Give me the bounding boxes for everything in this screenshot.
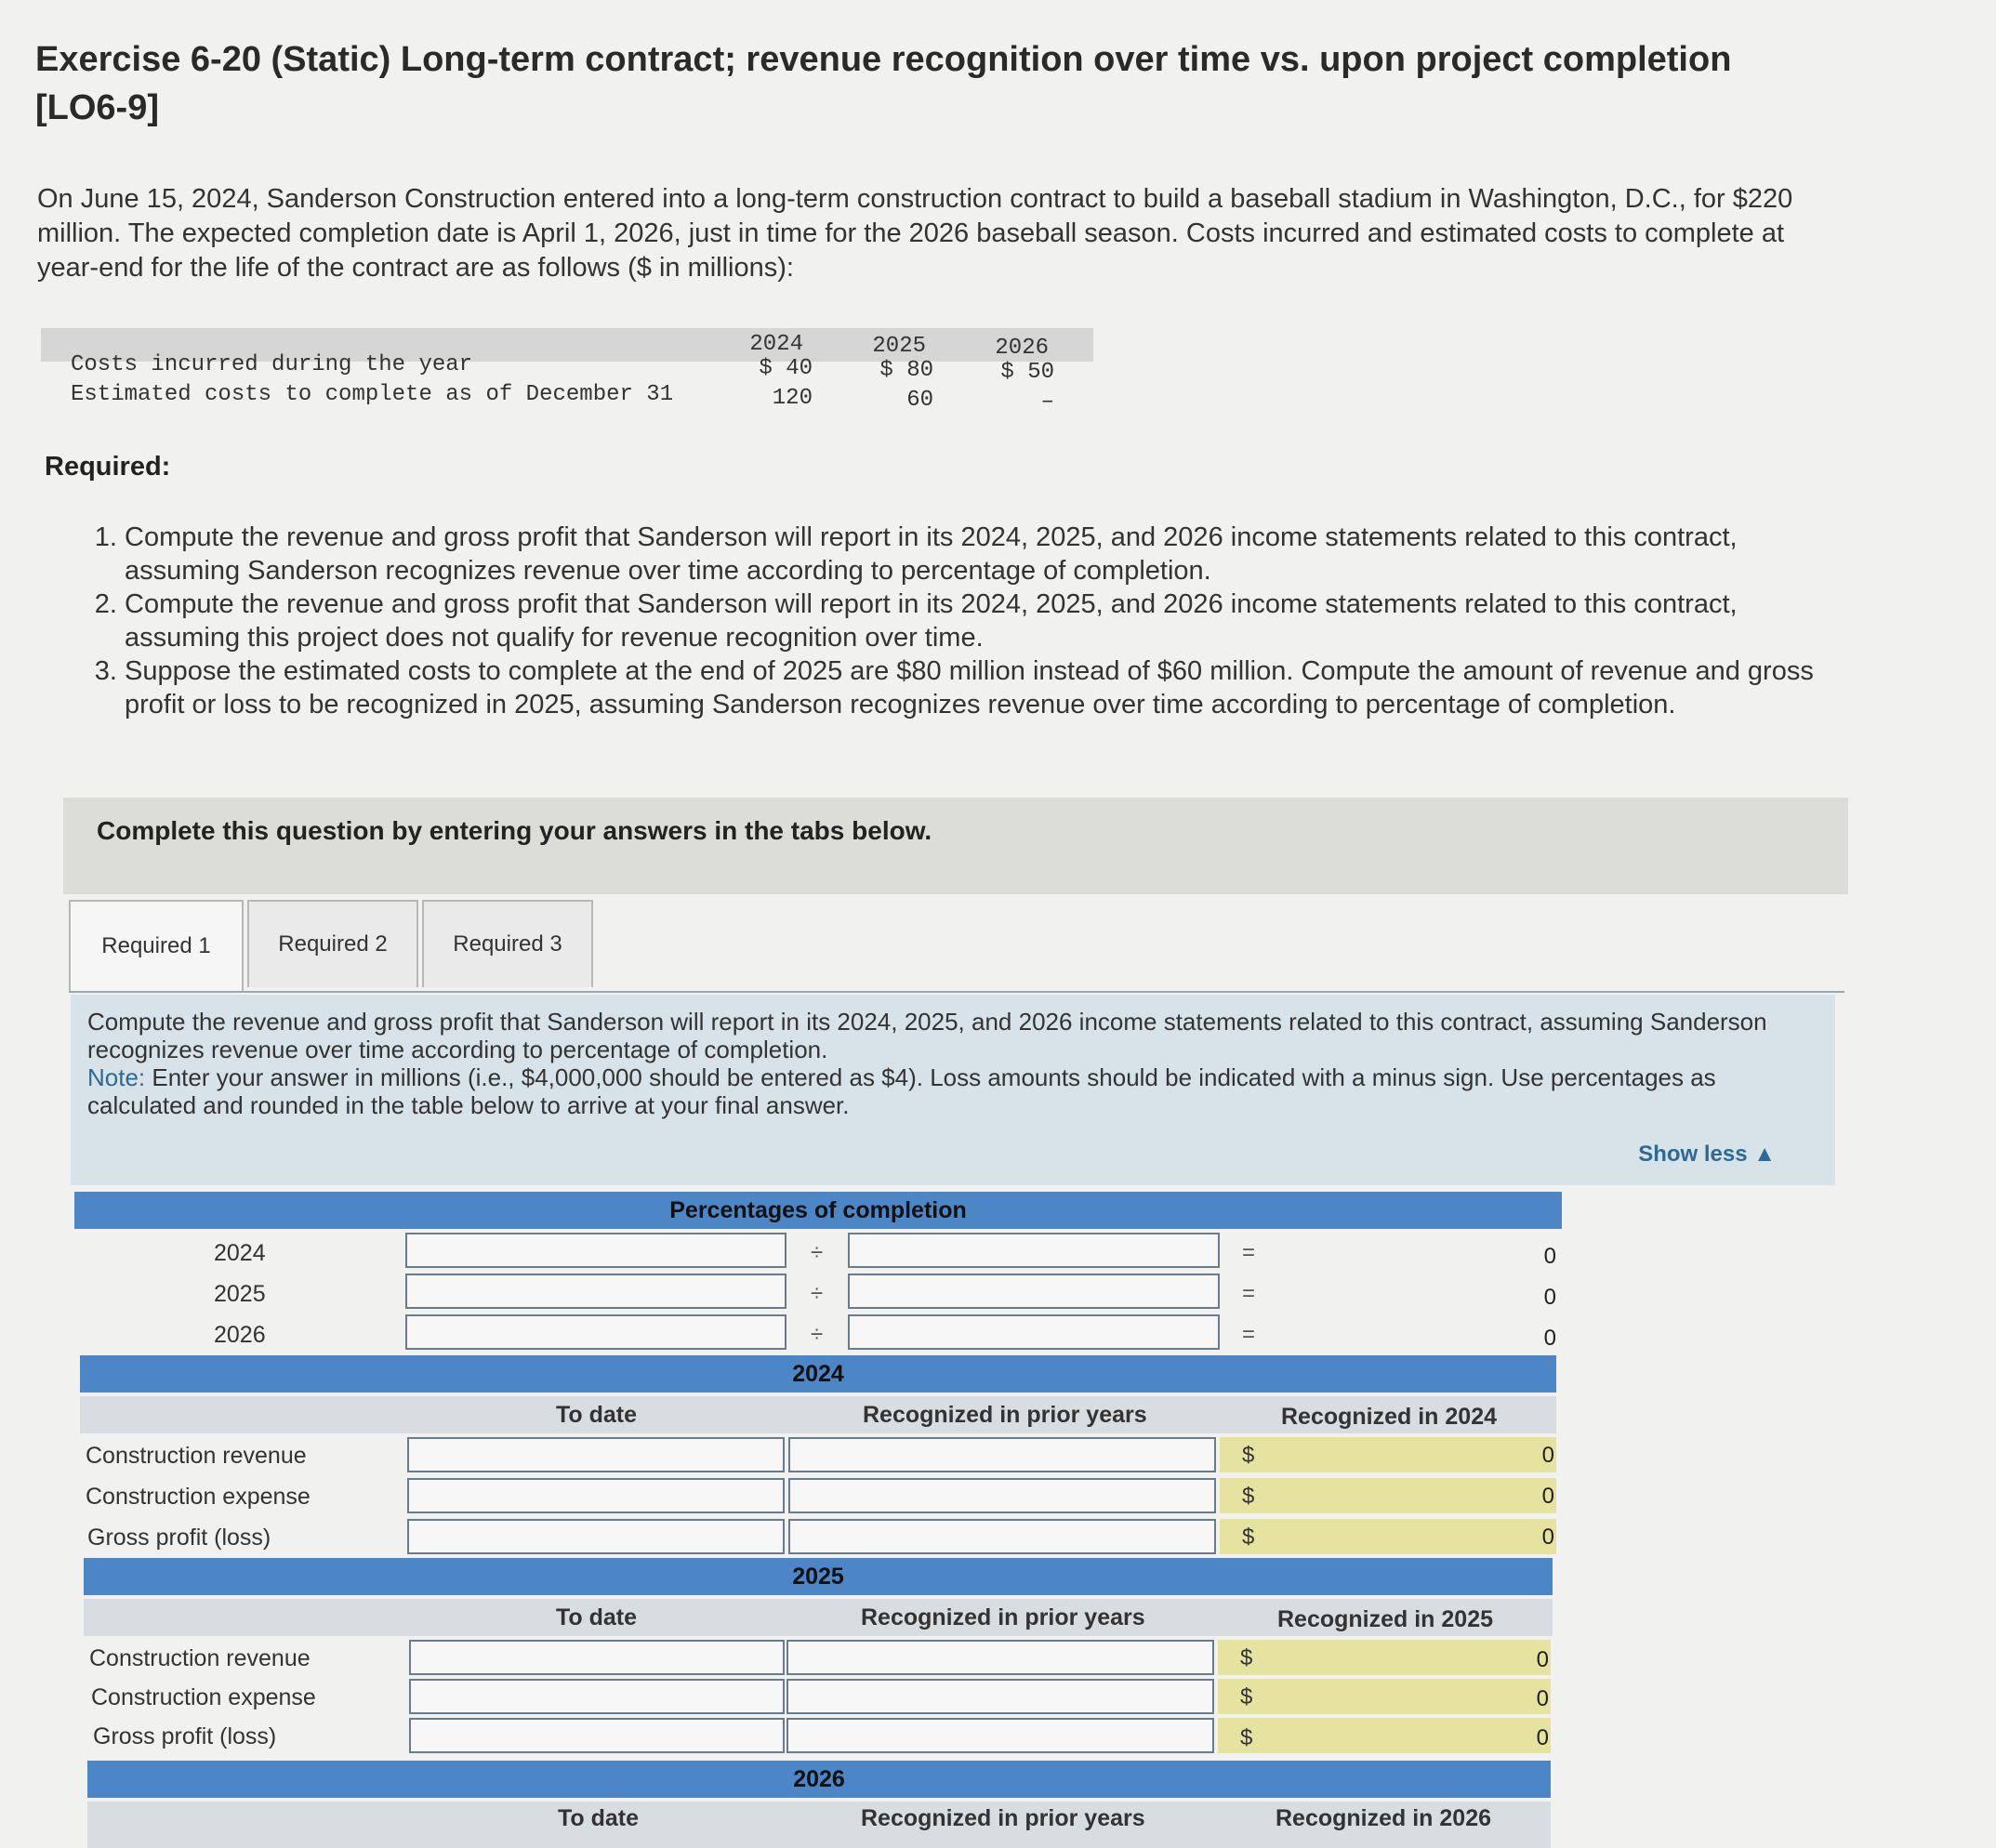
complete-question-text: Complete this question by entering your answers in the tabs below. — [97, 816, 932, 845]
recognized-cell — [1218, 1718, 1551, 1753]
recognized-value: 0 — [1541, 1443, 1554, 1468]
given-data-table — [41, 328, 1093, 421]
percent-numerator-input[interactable] — [405, 1233, 787, 1268]
recognized-cell — [1218, 1679, 1551, 1714]
row-label: Construction expense — [86, 1484, 311, 1510]
col-to-date: To date — [556, 1604, 638, 1630]
note-text: Enter your answer in millions (i.e., $4,000,000 should be entered as $4). Loss amounts should be indicated with a minus sign. Use percentages as calculated and rounded in the table below to arrive at your final answer. — [87, 1063, 1716, 1119]
percent-row-year: 2024 — [214, 1240, 266, 1266]
to-date-input[interactable] — [409, 1640, 785, 1675]
tab-required-1[interactable]: Required 1 — [69, 900, 244, 991]
show-less-link[interactable]: Show less ▲ — [1638, 1142, 1776, 1167]
to-date-input[interactable] — [407, 1519, 785, 1554]
given-year: 2024 — [749, 332, 803, 357]
recognized-cell — [1220, 1478, 1556, 1513]
percent-numerator-input[interactable] — [405, 1274, 787, 1309]
equals-sign: = — [1242, 1281, 1256, 1306]
percent-result: 0 — [1543, 1285, 1556, 1310]
dollar-sign: $ — [1240, 1684, 1253, 1709]
given-value: 120 — [772, 386, 813, 411]
equals-sign: = — [1242, 1322, 1256, 1347]
given-value: $ 50 — [1000, 360, 1054, 385]
given-row-label: Estimated costs to complete as of December 31 — [71, 382, 674, 407]
divide-sign: ÷ — [811, 1240, 824, 1265]
percent-denominator-input[interactable] — [848, 1233, 1220, 1268]
col-prior-years: Recognized in prior years — [863, 1402, 1147, 1428]
col-to-date: To date — [556, 1402, 638, 1428]
given-value: 60 — [906, 388, 933, 413]
given-row — [41, 382, 1093, 421]
given-year: 2025 — [872, 334, 926, 359]
percent-row-year: 2026 — [214, 1322, 266, 1348]
row-label: Gross profit (loss) — [87, 1525, 271, 1551]
col-prior-years: Recognized in prior years — [861, 1604, 1145, 1630]
to-date-input[interactable] — [407, 1478, 785, 1513]
column-header-row — [80, 1396, 1556, 1433]
prior-years-input[interactable] — [787, 1718, 1214, 1753]
row-label: Construction revenue — [89, 1645, 311, 1671]
prior-years-input[interactable] — [787, 1679, 1214, 1714]
note-label: Note: — [87, 1063, 146, 1091]
given-year: 2026 — [995, 336, 1049, 361]
page-title: Exercise 6-20 (Static) Long-term contract; revenue recognition over time vs. upon project completion [LO6-9] — [35, 40, 1732, 127]
percent-result: 0 — [1543, 1244, 1556, 1269]
given-value: $ 40 — [759, 356, 813, 381]
given-value: – — [1040, 389, 1054, 415]
percent-result: 0 — [1543, 1326, 1556, 1351]
recognized-value: 0 — [1536, 1686, 1549, 1711]
to-date-input[interactable] — [409, 1718, 785, 1753]
recognized-cell — [1218, 1640, 1551, 1675]
dollar-sign: $ — [1240, 1725, 1253, 1750]
recognized-cell — [1220, 1437, 1556, 1472]
prior-years-input[interactable] — [787, 1640, 1214, 1675]
requirement-item: 3. Suppose the estimated costs to complete at the end of 2025 are $80 million instead of $60 million. Compute the amount of revenue and gross profit or loss to be recognized in 2025, assuming Sanderson recognizes revenue over time according to percentage of completion. — [125, 654, 1826, 721]
dollar-sign: $ — [1242, 1484, 1255, 1509]
recognized-value: 0 — [1541, 1525, 1554, 1550]
recognized-value: 0 — [1541, 1484, 1554, 1509]
divide-sign: ÷ — [811, 1281, 824, 1306]
requirement-item: 2. Compute the revenue and gross profit that Sanderson will report in its 2024, 2025, and 2026 income statements related to this contract, assuming this project does not qualify for revenue recognition over time. — [125, 587, 1826, 654]
col-recognized: Recognized in 2026 — [1276, 1805, 1492, 1831]
column-header-row — [84, 1599, 1553, 1636]
year-band-2026: 2026 — [87, 1761, 1551, 1798]
instruction-note — [87, 1063, 1807, 1119]
row-label: Construction expense — [91, 1684, 316, 1710]
problem-intro: On June 15, 2024, Sanderson Construction entered into a long-term construction contract to build a baseball stadium in Washington, D.C., for $220 million. The expected completion date is April 1, 2026, just in time for the 2026 baseball season. Costs incurred and estimated costs to complete at year-end for the life of the contract are as follows ($ in millions): — [37, 184, 1793, 283]
percent-denominator-input[interactable] — [848, 1274, 1220, 1309]
percent-denominator-input[interactable] — [848, 1314, 1220, 1350]
year-band-2024: 2024 — [80, 1355, 1556, 1393]
row-label: Gross profit (loss) — [93, 1723, 277, 1749]
instruction-text: Compute the revenue and gross profit that Sanderson will report in its 2024, 2025, and 2026 income statements related to this contract, assuming Sanderson recognizes revenue over time according to percentage of completion. — [87, 1008, 1767, 1063]
col-prior-years: Recognized in prior years — [861, 1805, 1145, 1831]
dollar-sign: $ — [1240, 1645, 1253, 1670]
requirement-item: 1. Compute the revenue and gross profit that Sanderson will report in its 2024, 2025, and 2026 income statements related to this contract, assuming Sanderson recognizes revenue over time according to percentage of completion. — [125, 521, 1826, 587]
given-row-label: Costs incurred during the year — [71, 352, 473, 377]
row-label: Construction revenue — [86, 1443, 307, 1469]
instruction-panel — [71, 995, 1835, 1185]
complete-question-banner — [63, 798, 1848, 894]
percent-numerator-input[interactable] — [405, 1314, 787, 1350]
col-to-date: To date — [558, 1805, 640, 1831]
prior-years-input[interactable] — [788, 1519, 1216, 1554]
column-header-row — [87, 1802, 1551, 1848]
equals-sign: = — [1242, 1240, 1256, 1265]
recognized-cell — [1220, 1519, 1556, 1554]
percent-row-year: 2025 — [214, 1281, 266, 1307]
col-recognized: Recognized in 2024 — [1281, 1404, 1498, 1430]
to-date-input[interactable] — [407, 1437, 785, 1472]
recognized-value: 0 — [1536, 1647, 1549, 1672]
dollar-sign: $ — [1242, 1525, 1255, 1550]
prior-years-input[interactable] — [788, 1478, 1216, 1513]
requirements-list — [91, 521, 1826, 721]
percent-table-header: Percentages of completion — [74, 1192, 1562, 1229]
to-date-input[interactable] — [409, 1679, 785, 1714]
tab-required-3[interactable]: Required 3 — [422, 900, 593, 987]
required-heading: Required: — [45, 452, 171, 482]
given-value: $ 80 — [879, 358, 933, 383]
divide-sign: ÷ — [811, 1322, 824, 1347]
recognized-value: 0 — [1536, 1725, 1549, 1750]
dollar-sign: $ — [1242, 1443, 1255, 1468]
prior-years-input[interactable] — [788, 1437, 1216, 1472]
col-recognized: Recognized in 2025 — [1277, 1606, 1494, 1632]
year-band-2025: 2025 — [84, 1558, 1553, 1595]
tab-divider — [69, 991, 1844, 993]
tab-required-2[interactable]: Required 2 — [247, 900, 418, 987]
